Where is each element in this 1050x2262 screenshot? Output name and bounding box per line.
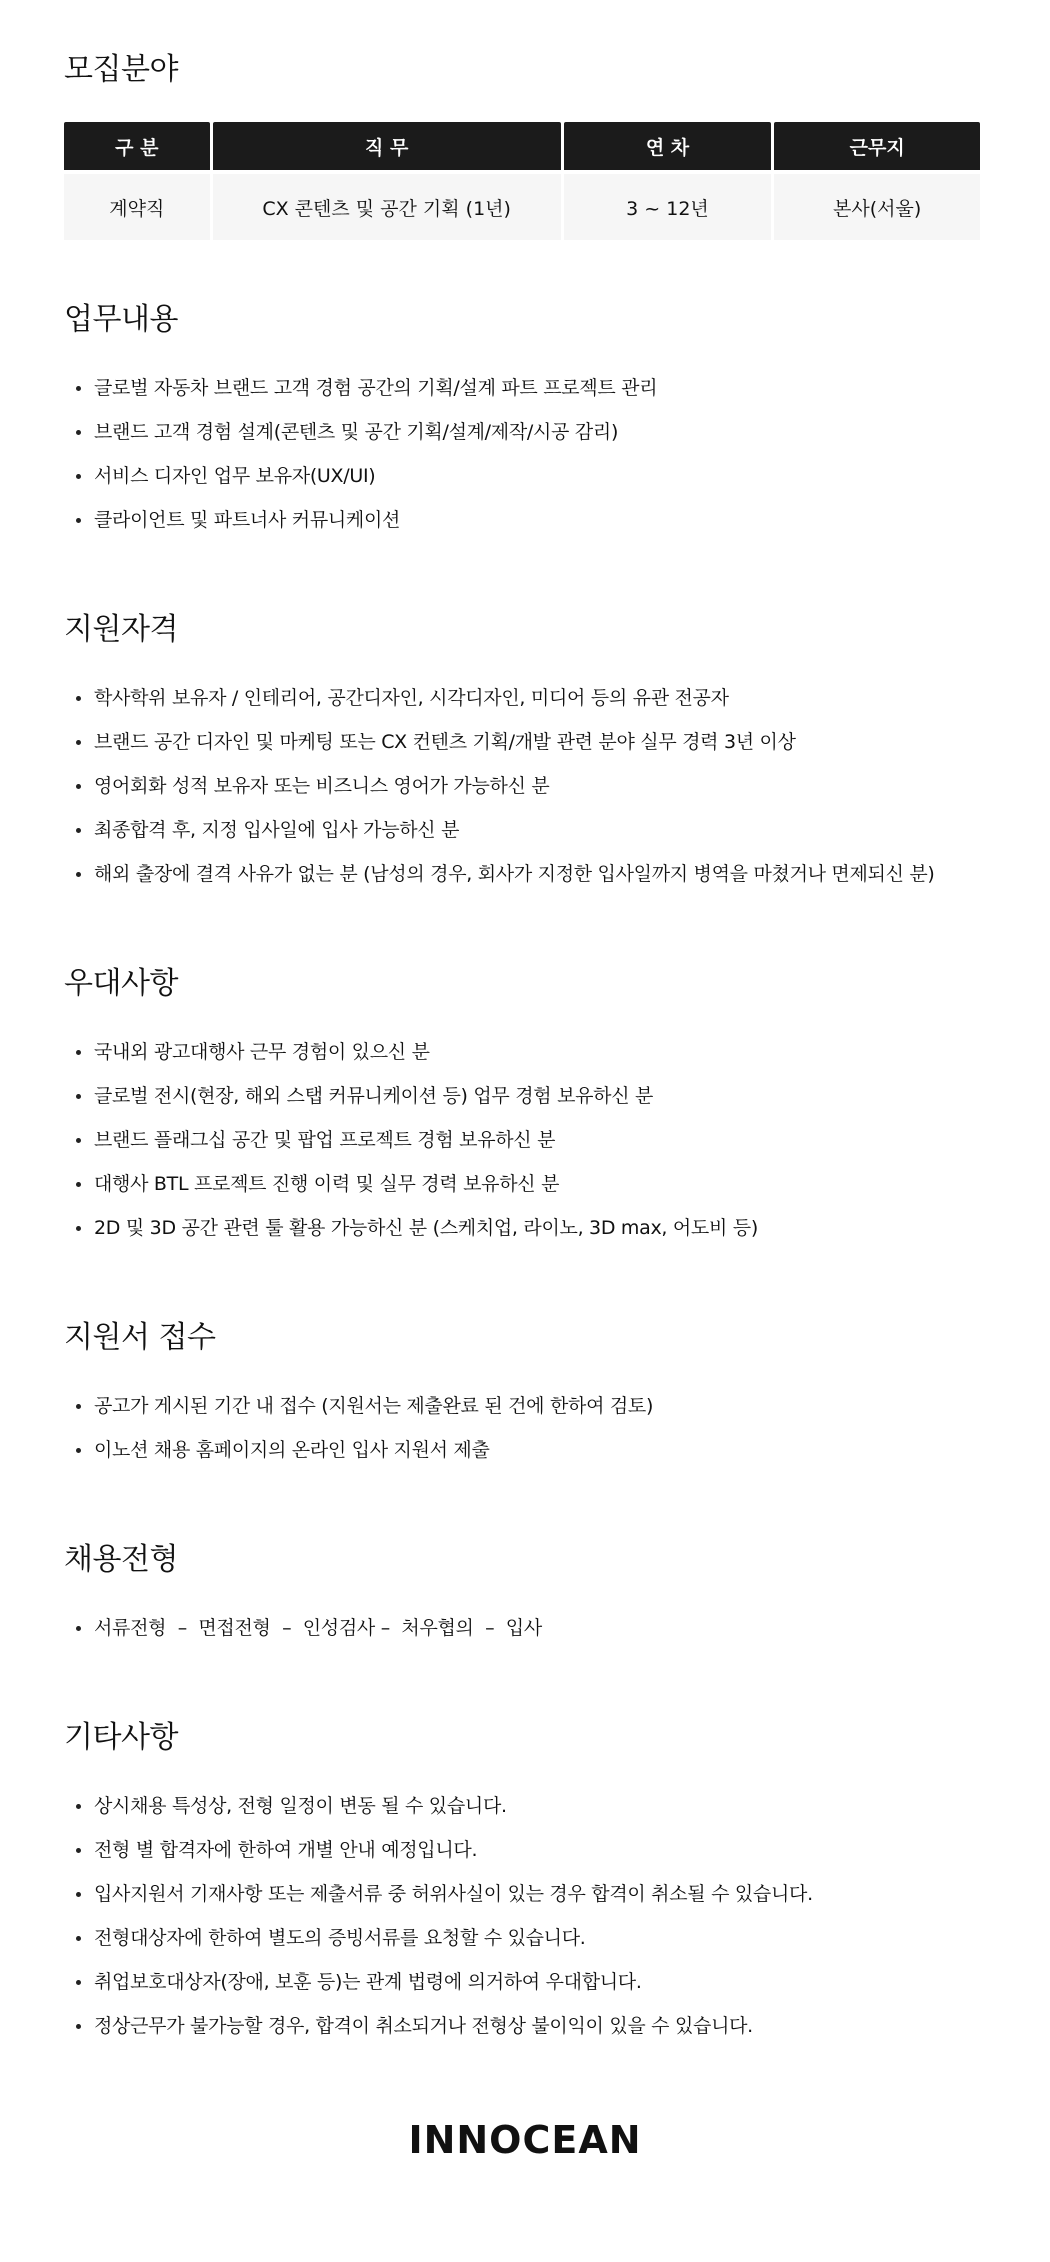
list-item: 공고가 게시된 기간 내 접수 (지원서는 제출완료 된 건에 한하여 검토) [64, 1384, 986, 1428]
list-item: 정상근무가 불가능할 경우, 합격이 취소되거나 전형상 불이익이 있을 수 있습니다. [64, 2004, 986, 2048]
list-item: 브랜드 공간 디자인 및 마케팅 또는 CX 컨텐츠 기획/개발 관련 분야 실무 경력 3년 이상 [64, 720, 986, 764]
list-item: 브랜드 고객 경험 설계(콘텐츠 및 공간 기획/설계/제작/시공 감리) [64, 410, 986, 454]
innocean-logo: INNOCEAN [408, 2118, 642, 2162]
application-section [64, 1318, 986, 1472]
list-item: 대행사 BTL 프로젝트 진행 이력 및 실무 경력 보유하신 분 [64, 1162, 986, 1206]
header-experience: 연 차 [564, 122, 772, 170]
table-row [64, 170, 980, 240]
cell-experience: 3 ~ 12년 [564, 170, 772, 240]
application-list [64, 1384, 986, 1472]
application-title: 지원서 접수 [64, 1320, 216, 1355]
recruit-section [64, 50, 986, 90]
header-position: 직 무 [213, 122, 561, 170]
recruit-title: 모집분야 [64, 52, 178, 87]
list-item: 최종합격 후, 지정 입사일에 입사 가능하신 분 [64, 808, 986, 852]
list-item: 학사학위 보유자 / 인테리어, 공간디자인, 시각디자인, 미디어 등의 유관 전공자 [64, 676, 986, 720]
list-item: 클라이언트 및 파트너사 커뮤니케이션 [64, 498, 986, 542]
qualifications-section [64, 610, 986, 896]
cell-location: 본사(서울) [774, 170, 980, 240]
list-item: 상시채용 특성상, 전형 일정이 변동 될 수 있습니다. [64, 1784, 986, 1828]
list-item: 서비스 디자인 업무 보유자(UX/UI) [64, 454, 986, 498]
etc-list [64, 1784, 986, 2048]
recruit-table [61, 122, 983, 240]
header-location: 근무지 [774, 122, 980, 170]
header-category: 구 분 [64, 122, 210, 170]
process-section [64, 1540, 986, 1650]
list-item: 글로벌 전시(현장, 해외 스탭 커뮤니케이션 등) 업무 경험 보유하신 분 [64, 1074, 986, 1118]
preferred-title: 우대사항 [64, 966, 178, 1001]
duties-list [64, 366, 986, 542]
duties-title: 업무내용 [64, 302, 178, 337]
qualifications-list [64, 676, 986, 896]
list-item: 2D 및 3D 공간 관련 툴 활용 가능하신 분 (스케치업, 라이노, 3D max, 어도비 등) [64, 1206, 986, 1250]
list-item: 글로벌 자동차 브랜드 고객 경험 공간의 기획/설계 파트 프로젝트 관리 [64, 366, 986, 410]
cell-category: 계약직 [64, 170, 210, 240]
list-item: 전형대상자에 한하여 별도의 증빙서류를 요청할 수 있습니다. [64, 1916, 986, 1960]
process-title: 채용전형 [64, 1542, 178, 1577]
preferred-section [64, 964, 986, 1250]
list-item: 전형 별 합격자에 한하여 개별 안내 예정입니다. [64, 1828, 986, 1872]
list-item: 취업보호대상자(장애, 보훈 등)는 관계 법령에 의거하여 우대합니다. [64, 1960, 986, 2004]
duties-section [64, 300, 986, 542]
list-item: 국내외 광고대행사 근무 경험이 있으신 분 [64, 1030, 986, 1074]
recruit-table-header-row [64, 122, 980, 170]
list-item: 해외 출장에 결격 사유가 없는 분 (남성의 경우, 회사가 지정한 입사일까지 병역을 마쳤거나 면제되신 분) [64, 852, 986, 896]
qualifications-title: 지원자격 [64, 612, 178, 647]
list-item: 입사지원서 기재사항 또는 제출서류 중 허위사실이 있는 경우 합격이 취소될 수 있습니다. [64, 1872, 986, 1916]
list-item: 이노션 채용 홈페이지의 온라인 입사 지원서 제출 [64, 1428, 986, 1472]
etc-title: 기타사항 [64, 1720, 178, 1755]
process-list [64, 1606, 986, 1650]
list-item: 서류전형 – 면접전형 – 인성검사 – 처우협의 – 입사 [64, 1606, 986, 1650]
list-item: 영어회화 성적 보유자 또는 비즈니스 영어가 가능하신 분 [64, 764, 986, 808]
etc-section [64, 1718, 986, 2048]
preferred-list [64, 1030, 986, 1250]
cell-position: CX 콘텐츠 및 공간 기획 (1년) [213, 170, 561, 240]
list-item: 브랜드 플래그십 공간 및 팝업 프로젝트 경험 보유하신 분 [64, 1118, 986, 1162]
